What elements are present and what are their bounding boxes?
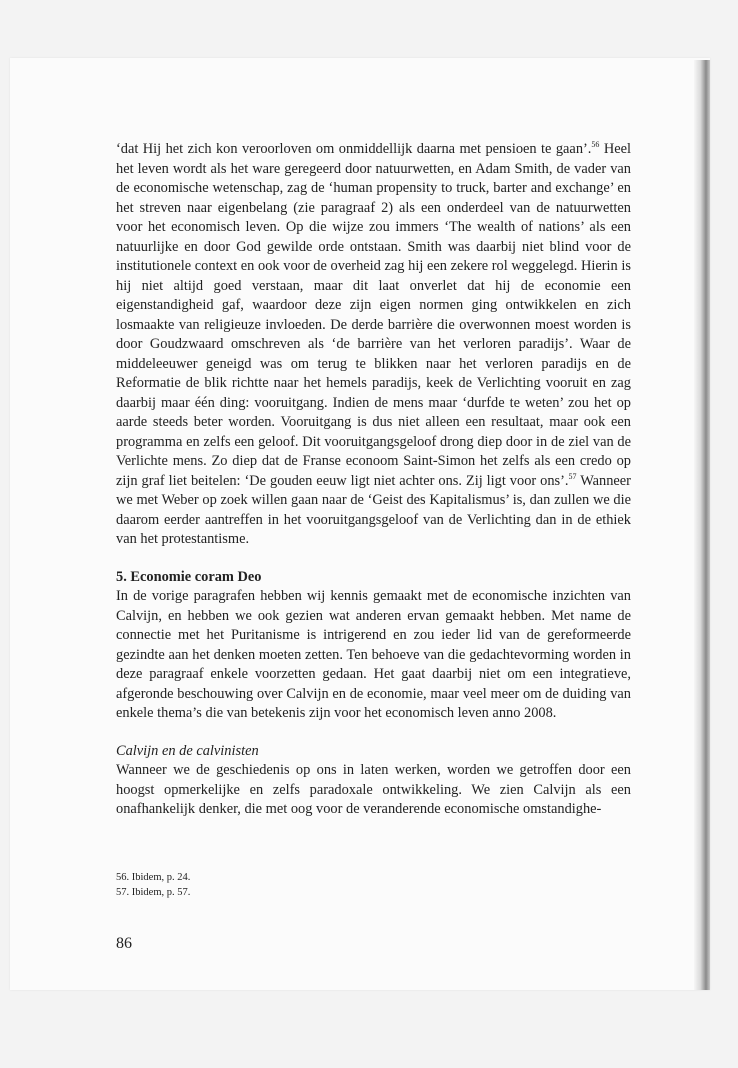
footnote-ref-56: 56 xyxy=(591,140,600,149)
body-text xyxy=(116,140,631,820)
footnotes xyxy=(116,870,631,900)
page-binding-edge xyxy=(694,60,710,990)
paragraph-verlichting: ‘dat Hij het zich kon veroorloven om onmiddellijk daarna met pensioen te gaan’.$^{56}$ Heel het leven wordt als het ware geregeerd door natuurwetten, en Adam Smith, de vader van de economische wetenschap, zag de ‘human propensity to truck, barter and exchange’ en het streven naar eigenbelang (zie paragraaf 2) als een onderdeel van de natuurwetten voor het economisch leven. Op die wijze zou immers ‘The wealth of nations’ als een natuurlijke en door God gewilde orde ontstaan. Smith was daarbij niet blind voor de institutionele context en ook voor de overheid zag hij een zekere rol weggelegd. Hierin is hij niet altijd goed verstaan, maar dit laat onverlet dat hij de economie een eigenstandigheid gaf, waardoor deze zijn eigen normen ging ontwikkelen en zich losmaakte van religieuze invloeden. De derde barrière die overwonnen moest worden is door Goudzwaard omschreven als ‘de barrière van het verloren paradijs’. Waar de middeleeuwer geneigd was om terug te blikken naar het verloren paradijs en de Reformatie de blik richtte naar het hemels paradijs, keek de Verlichting vooruit en zag daarbij maar één ding: vooruitgang. Indien de mens maar ‘durfde te weten’ zou het op aarde steeds beter worden. Vooruitgang is dus niet alleen een resultaat, maar ook een programma en zelfs een geloof. Dit vooruitgangsgeloof drong diep door in de ziel van de Verlichte mens. Zo diep dat de Franse econoom Saint-Simon het zelfs als een credo op zijn graf liet beitelen: ‘De gouden eeuw ligt niet achter ons. Zij ligt voor ons’.$^{57}$ Wanneer we met Weber op zoek willen gaan naar de ‘Geist des Kapitalismus’ is, dan zullen we die daarom eerder aantreffen in het vooruitgangsgeloof van de Verlichting dan in de ethiek van het protestantisme. xyxy=(116,140,631,547)
paragraph-economie-coram-deo: In de vorige paragrafen hebben wij kennis gemaakt met de economische inzichten van Calvijn, en hebben we ook gezien wat anderen ervan gemaakt hebben. Met name de connectie met het Puritanisme is intrigerend en zou ieder lid van de gereformeerde gezindte aan het denken moeten zetten. Ten behoeve van die gedachtevorming worden in deze paragraaf enkele voorzetten gedaan. Het gaat daarbij niet om een integratieve, afgeronde beschouwing over Calvijn en de economie, maar veel meer om de duiding van enkele thema’s die van betekenis zijn voor het economisch leven anno 2008. xyxy=(116,588,631,721)
page-number: 86 xyxy=(116,935,132,952)
footnote-57: 57. Ibidem, p. 57. xyxy=(116,887,191,898)
section-heading: 5. Economie coram Deo xyxy=(116,568,262,585)
footnote-56: 56. Ibidem, p. 24. xyxy=(116,872,191,883)
subsection-heading: Calvijn en de calvinisten xyxy=(116,742,259,759)
paragraph-calvijn: Wanneer we de geschiedenis op ons in laten werken, worden we getroffen door een hoogst opmerkelijke en zelfs paradoxale ontwikkeling. We zien Calvijn als een onafhankelijk denker, die met oog voor de veranderende economische omstandighe- xyxy=(116,762,631,817)
footnote-ref-57: 57 xyxy=(568,471,577,481)
